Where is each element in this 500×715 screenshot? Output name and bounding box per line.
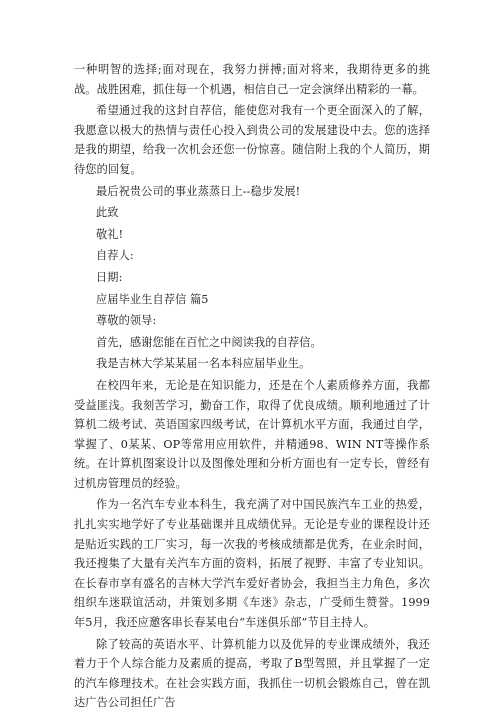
salutation-jingli: 敬礼! [96,227,124,241]
date-label: 日期: [96,270,123,284]
paragraph-1: 一种明智的选择;面对现在，我努力拼搏;面对将来，我期待更多的挑战。战胜困难，抓住每一个机遇，相信自己一定会演绎出精彩的一幕。 [74,63,430,96]
salutation-cizhi: 此致 [96,206,119,220]
paragraph-thanks: 首先，感谢您能在百忙之中阅读我的自荐信。 [96,335,322,349]
paragraph-intro: 我是吉林大学某某届一名本科应届毕业生。 [96,357,311,371]
closing-wish: 最后祝贵公司的事业蒸蒸日上--稳步发展! [96,184,301,198]
paragraph-study: 在校四年来，无论是在知识能力，还是在个人素质修养方面，我都受益匪浅。我刻苦学习，勤奋工作，取得了优良成绩。顺利地通过了计算机二级考试、英语国家四级考试，在计算机水平方面，我通过自学，掌握了、0某某、OP等常用应用软件，并精通98、WIN NT等操作系统。在计算机图案设计以及图像处理和分析方面也有一定专长，曾经有过机房管理员的经验。 [74,378,430,490]
letter-title: 应届毕业生自荐信 篇5 [96,292,209,306]
greeting: 尊敬的领导: [96,314,157,328]
paragraph-skills: 除了较高的英语水平、计算机能力以及优异的专业课成绩外，我还着力于个人综合能力及素质的提高，考取了B型驾照，并且掌握了一定的汽车修理技术。在社会实践方面，我抓住一切机会锻炼自己，曾在凯达广告公司担任广告 [74,637,430,710]
signer-label: 自荐人: [96,249,134,263]
paragraph-major: 作为一名汽车专业本科生，我充满了对中国民族汽车工业的热爱，扎扎实实地学好了专业基础课并且成绩优异。无论是专业的课程设计还是贴近实践的工厂实习，每一次我的考核成绩都是优秀，在业余时间，我还搜集了大量有关汽车方面的资料，拓展了视野、丰富了专业知识。在长春市享有盛名的吉林大学汽车爱好者协会，我担当主力角色，多次组织车迷联谊活动，并策划多期《车迷》杂志，广受师生赞誉。1999年5月，我还应邀客串长春某电台“车迷俱乐部”节目主持人。 [74,498,430,630]
paragraph-2: 希望通过我的这封自荐信，能使您对我有一个更全面深入的了解，我愿意以极大的热情与责任心投入到贵公司的发展建设中去。您的选择是我的期望，给我一次机会还您一份惊喜。随信附上我的个人简历，期待您的回复。 [74,104,430,176]
letter-page [74,60,430,715]
